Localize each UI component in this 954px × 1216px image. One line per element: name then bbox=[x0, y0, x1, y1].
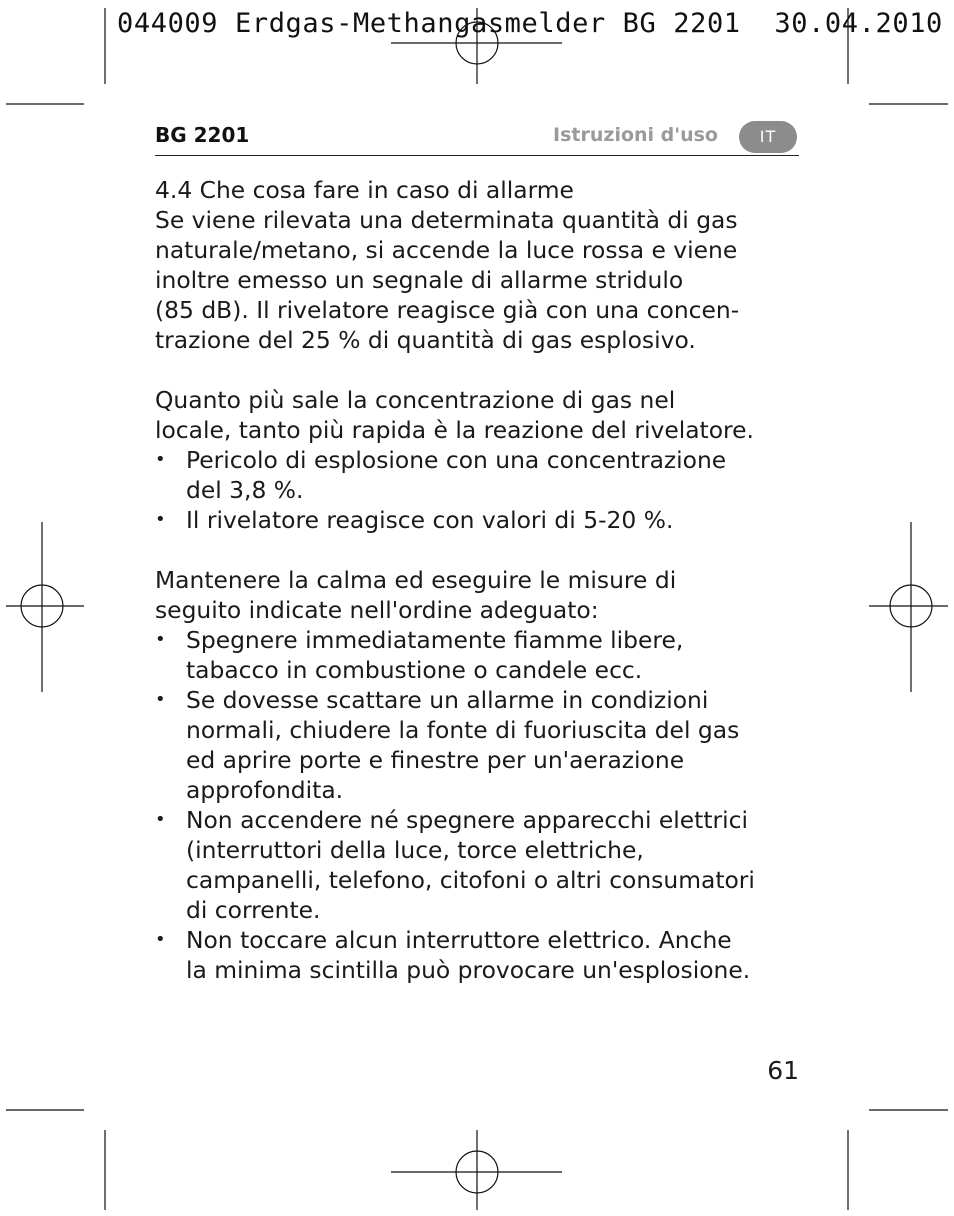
spacer bbox=[155, 535, 805, 565]
header-section: Istruzioni d'uso bbox=[553, 124, 718, 146]
print-slug: 044009 Erdgas-Methangasmelder BG 2201 30.04.2010 bbox=[117, 8, 943, 39]
list-item: • Non toccare alcun interruttore elettrico. Anche la minima scintilla può provocare un'esplosione. bbox=[155, 925, 805, 985]
bullet-list-measures bbox=[155, 625, 805, 985]
bullet-list-concentration bbox=[155, 445, 805, 535]
paragraph-concentration: Quanto più sale la concentrazione di gas nel locale, tanto più rapida è la reazione del rivelatore. bbox=[155, 386, 754, 444]
spacer bbox=[155, 355, 805, 385]
list-item: • Spegnere immediatamente fiamme libere, tabacco in combustione o candele ecc. bbox=[155, 625, 805, 685]
page-content bbox=[155, 175, 805, 985]
list-item: • Il rivelatore reagisce con valori di 5-20 %. bbox=[155, 505, 805, 535]
paragraph-alarm-description: Se viene rilevata una determinata quantità di gas naturale/metano, si accende la luce rossa e viene inoltre emesso un segnale di allarme stridulo (85 dB). Il rivelatore reagisce già con una concen- trazione del 25 % di quantità di gas esplosivo. bbox=[155, 206, 740, 354]
list-item: • Se dovesse scattare un allarme in condizioni normali, chiudere la fonte di fuoriuscita del gas ed aprire porte e finestre per un'aerazione approfondita. bbox=[155, 685, 805, 805]
page-number: 61 bbox=[767, 1056, 799, 1085]
list-item: • Non accendere né spegnere apparecchi elettrici (interruttori della luce, torce elettriche, campanelli, telefono, citofoni o altri consumatori di corrente. bbox=[155, 805, 805, 925]
paragraph-instructions: Mantenere la calma ed eseguire le misure di seguito indicate nell'ordine adeguato: bbox=[155, 566, 677, 624]
header-product: BG 2201 bbox=[155, 123, 250, 147]
list-item: • Pericolo di esplosione con una concentrazione del 3,8 %. bbox=[155, 445, 805, 505]
language-badge: IT bbox=[739, 121, 797, 153]
section-heading: 4.4 Che cosa fare in caso di allarme bbox=[155, 176, 574, 204]
header-rule bbox=[155, 155, 799, 156]
